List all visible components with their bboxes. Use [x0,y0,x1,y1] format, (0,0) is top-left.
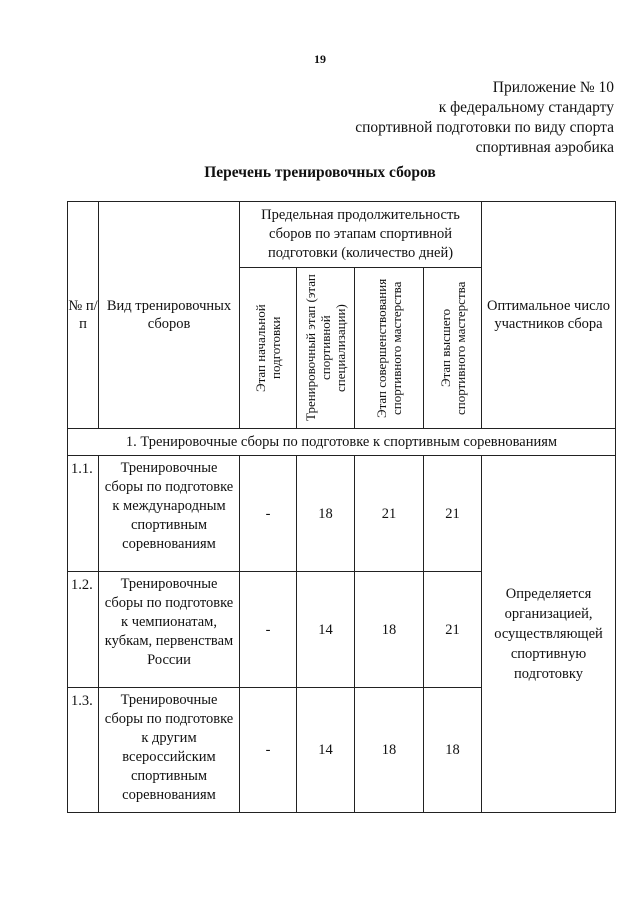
row-number: 1.3. [68,688,99,813]
row-training: 14 [297,572,355,688]
row-number: 1.1. [68,456,99,572]
row-highest: 21 [424,572,482,688]
appendix-line-2: к федеральному стандарту [438,99,614,116]
row-initial: - [240,688,297,813]
row-name: Тренировочные сборы по подготовке к международным спортивным соревнованиям [99,456,240,572]
header-number: № п/п [68,202,99,429]
document-title: Перечень тренировочных сборов [204,164,436,181]
appendix-line-4: спортивная аэробика [475,139,614,156]
section-row [68,429,616,456]
header-stage-improvement-cell [355,268,424,429]
row-improvement: 18 [355,688,424,813]
row-initial: - [240,456,297,572]
header-stage-highest-cell [424,268,482,429]
row-highest: 21 [424,456,482,572]
header-row-1 [68,202,616,268]
appendix-block [355,78,614,158]
appendix-line-3: спортивной подготовки по виду спорта [355,119,614,136]
row-training: 18 [297,456,355,572]
header-stage-initial-cell [240,268,297,429]
table-row [68,456,616,572]
section-title: 1. Тренировочные сборы по подготовке к спортивным соревнованиям [68,429,616,456]
appendix-line-1: Приложение № 10 [492,79,614,96]
row-improvement: 21 [355,456,424,572]
row-number: 1.2. [68,572,99,688]
row-name: Тренировочные сборы по подготовке к чемпионатам, кубкам, первенствам России [99,572,240,688]
row-training: 14 [297,688,355,813]
row-improvement: 18 [355,572,424,688]
header-stage-improvement: Этап совершенствования спортивного мастерства [374,278,404,418]
header-duration-group: Предельная продолжительность сборов по этапам спортивной подготовки (количество дней) [240,202,482,268]
row-name: Тренировочные сборы по подготовке к другим всероссийским спортивным соревнованиям [99,688,240,813]
header-optimal: Оптимальное число участников сбора [482,202,616,429]
row-highest: 18 [424,688,482,813]
header-stage-training: Тренировочный этап (этап спортивной специализации) [303,274,348,422]
row-initial: - [240,572,297,688]
page-number: 19 [314,52,326,66]
header-stage-training-cell [297,268,355,429]
optimal-value: Определяется организацией, осуществляющей спортивную подготовку [482,456,616,813]
training-camps-table [67,201,616,813]
header-stage-initial: Этап начальной подготовки [253,304,283,392]
header-stage-highest: Этап высшего спортивного мастерства [437,281,468,415]
header-type: Вид тренировочных сборов [99,202,240,429]
